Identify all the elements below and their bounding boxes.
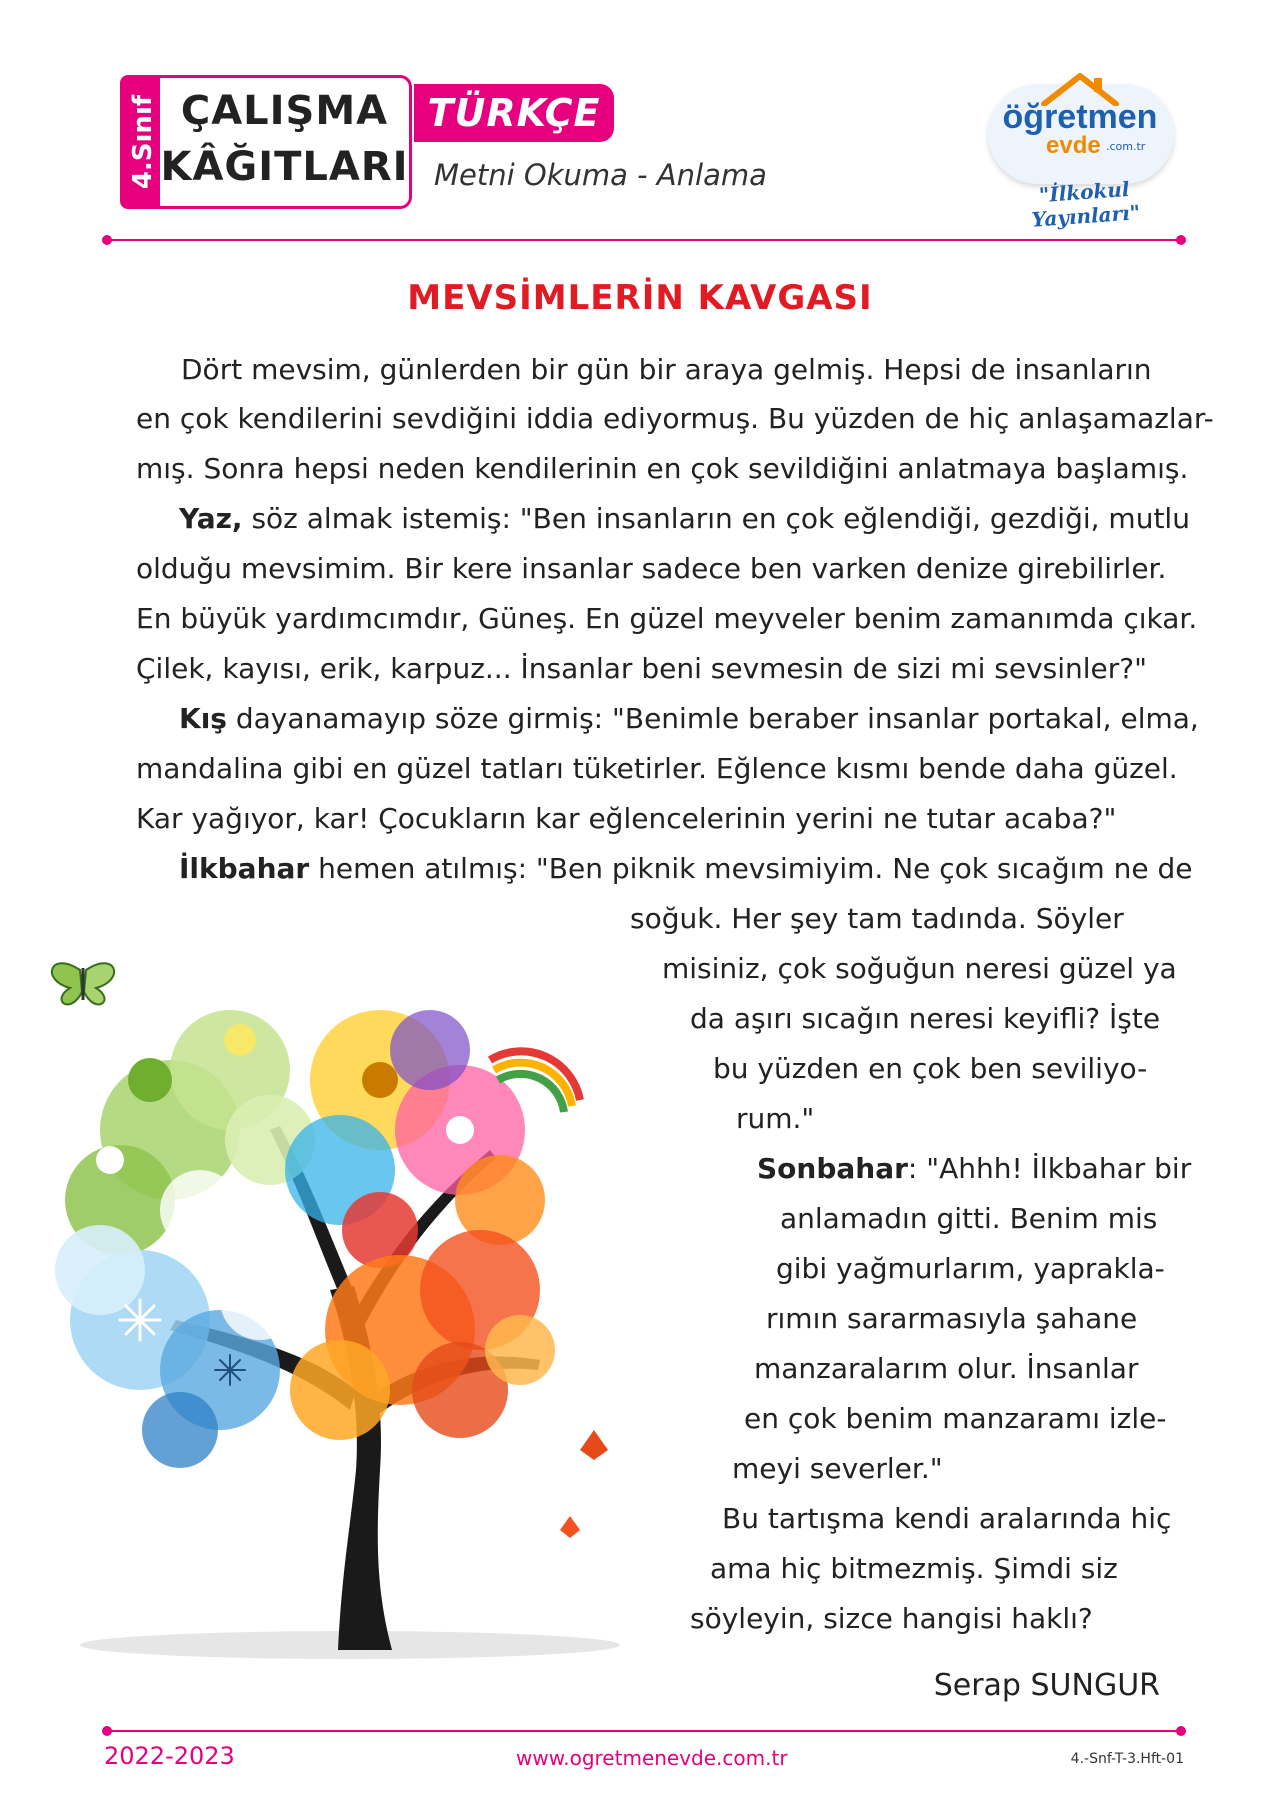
header-divider <box>106 239 1182 241</box>
worksheet-title-line2: KÂĞITLARI <box>160 144 409 190</box>
story-line: misiniz, çok soğuğun neresi güzel ya <box>662 952 1177 985</box>
story-line: manzaralarım olur. İnsanlar <box>754 1352 1139 1385</box>
worksheet-title-line1: ÇALIŞMA <box>180 88 389 134</box>
story-line: da aşırı sıcağın neresi keyifli? İşte <box>690 1002 1161 1035</box>
publisher-logo <box>980 72 1180 232</box>
story-line: mandalina gibi en güzel tatları tüketirler. Eğlence kısmı bende daha güzel. <box>136 752 1178 785</box>
story-line: Bu tartışma kendi aralarında hiç <box>722 1502 1172 1535</box>
spring-foliage <box>65 1010 315 1255</box>
story-line: Yaz, söz almak istemiş: "Ben insanların en çok eğlendiği, gezdiği, mutlu <box>179 502 1190 535</box>
story-title: MEVSİMLERİN KAVGASI <box>407 278 873 318</box>
grade-label: 4.Sınıf <box>128 94 158 190</box>
summer-foliage <box>285 1010 580 1268</box>
story-line: rum." <box>736 1102 815 1135</box>
story-line: en çok benim manzaramı izle- <box>744 1402 1167 1435</box>
speaker-winter: Kış <box>179 702 227 735</box>
story-line: söyleyin, sizce hangisi haklı? <box>690 1602 1093 1635</box>
logo-wordmark: öğretmen <box>1002 98 1158 136</box>
speaker-summer: Yaz, <box>179 502 243 535</box>
footer-year: 2022-2023 <box>104 1742 235 1770</box>
footer-url[interactable]: www.ogretmenevde.com.tr <box>516 1746 788 1770</box>
speaker-autumn: Sonbahar <box>757 1152 908 1185</box>
footer-divider <box>106 1730 1182 1732</box>
worksheet-title-box <box>160 75 412 209</box>
butterfly-icon <box>52 963 114 1004</box>
story-line: soğuk. Her şey tam tadında. Söyler <box>630 902 1124 935</box>
story-line: gibi yağmurlarım, yaprakla- <box>776 1252 1165 1285</box>
author-name: Serap SUNGUR <box>933 1668 1160 1703</box>
topic-label: Metni Okuma - Anlama <box>434 158 767 192</box>
winter-foliage <box>55 1225 300 1468</box>
story-line: rımın sararmasıyla şahane <box>766 1302 1138 1335</box>
story-line: Sonbahar: "Ahhh! İlkbahar bir <box>757 1152 1192 1185</box>
story-line: Çilek, kayısı, erik, karpuz... İnsanlar beni sevmesin de sizi mi sevsinler?" <box>136 652 1148 685</box>
story-line: bu yüzden en çok ben seviliyo- <box>713 1052 1148 1085</box>
story-line: mış. Sonra hepsi neden kendilerinin en çok sevildiğini anlatmaya başlamış. <box>136 452 1189 485</box>
story-line: İlkbahar hemen atılmış: "Ben piknik mevsimiyim. Ne çok sıcağım ne de <box>179 852 1193 885</box>
logo-domain: .com.tr <box>1106 140 1146 153</box>
subject-badge: TÜRKÇE <box>414 84 614 142</box>
story-line: meyi severler." <box>732 1452 943 1485</box>
story-line: ama hiç bitmezmiş. Şimdi siz <box>710 1552 1118 1585</box>
logo-tagline: "İlkokul Yayınları" <box>1030 176 1141 232</box>
story-line: En büyük yardımcımdır, Güneş. En güzel meyveler benim zamanımda çıkar. <box>136 602 1198 635</box>
story-line: anlamadın gitti. Benim mis <box>780 1202 1158 1235</box>
four-seasons-tree-illustration <box>20 930 710 1670</box>
speaker-spring: İlkbahar <box>179 852 310 885</box>
story-line: Dört mevsim, günlerden bir gün bir araya gelmiş. Hepsi de insanların <box>181 353 1152 386</box>
story-line: olduğu mevsimim. Bir kere insanlar sadece ben varken denize girebilirler. <box>136 552 1167 585</box>
footer-code: 4.-Snf-T-3.Hft-01 <box>1070 1751 1184 1767</box>
story-line: Kış dayanamayıp söze girmiş: "Benimle beraber insanlar portakal, elma, <box>179 702 1199 735</box>
story-line: Kar yağıyor, kar! Çocukların kar eğlencelerinin yerini ne tutar acaba?" <box>136 802 1117 835</box>
story-line: en çok kendilerini sevdiğini iddia ediyormuş. Bu yüzden de hiç anlaşamazlar- <box>136 402 1214 435</box>
logo-evde: evde <box>1046 132 1101 159</box>
